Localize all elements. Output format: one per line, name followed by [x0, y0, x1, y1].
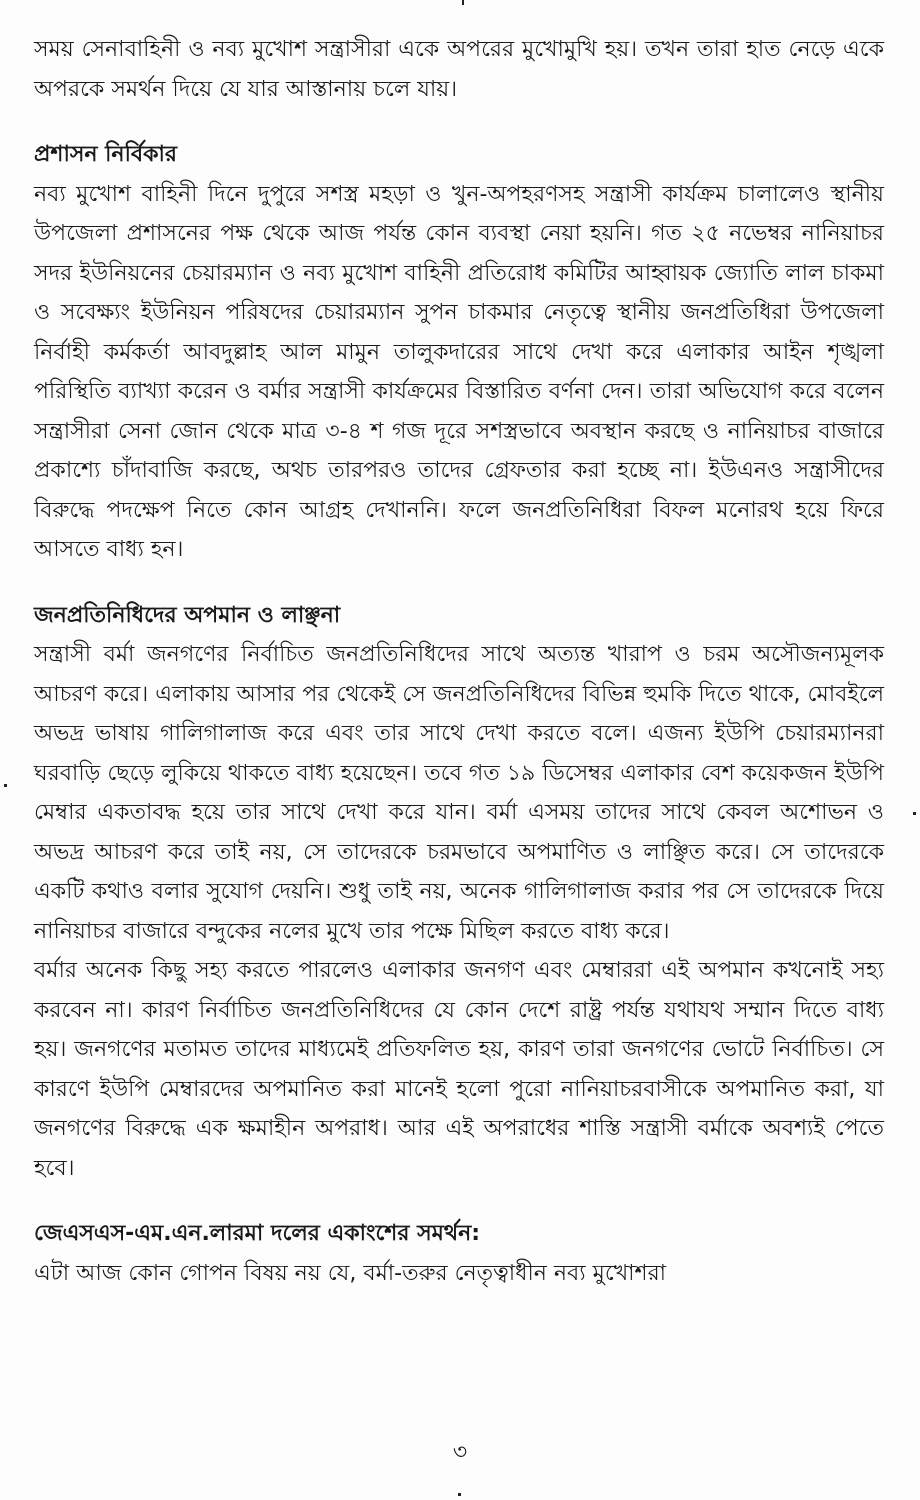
page-number: ৩	[452, 1440, 468, 1465]
paragraph-administration: নব্য মুখোশ বাহিনী দিনে দুপুরে সশস্ত্র মহড়া ও খুন-অপহরণসহ সন্ত্রাসী কার্যক্রম চালালেও স্থানীয় উপজেলা প্রশাসনের পক্ষ থেকে আজ পর্যন্ত কোন ব্যবস্থা নেয়া হয়নি। গত ২৫ নভেম্বর নানিয়াচর সদর ইউনিয়নের চেয়ারম্যান ও নব্য মুখোশ বাহিনী প্রতিরোধ কমিটির আহ্বায়ক জ্যোতি লাল চাকমা ও সবেক্ষ্যং ইউনিয়ন পরিষদের চেয়ারম্যান সুপন চাকমার নেতৃত্বে স্থানীয় জনপ্রতিধিরা উপজেলা নির্বাহী কর্মকর্তা আবদুল্লাহ আল মামুন তালুকদারের সাথে দেখা করে এলাকার আইন শৃঙ্খলা পরিস্থিতি ব্যাখ্যা করেন ও বর্মার সন্ত্রাসী কার্যক্রমের বিস্তারিত বর্ণনা দেন। তারা অভিযোগ করে বলেন সন্ত্রাসীরা সেনা জোন থেকে মাত্র ৩-৪ শ গজ দূরে সশস্ত্রভাবে অবস্থান করছে ও নানিয়াচর বাজারে প্রকাশ্যে চাঁদাবাজি করছে, অথচ তারপরও তাদের গ্রেফতার করা হচ্ছে না। ইউএনও সন্ত্রাসীদের বিরুদ্ধে পদক্ষেপ নিতে কোন আগ্রহ দেখাননি। ফলে জনপ্রতিনিধিরা বিফল মনোরথ হয়ে ফিরে আসতে বাধ্য হন।	[34, 181, 884, 562]
paragraph-representatives-continued: বর্মার অনেক কিছু সহ্য করতে পারলেও এলাকার জনগণ এবং মেম্বাররা এই অপমান কখনোই সহ্য করবেন না। কারণ নির্বাচিত জনপ্রতিনিধিদের যে কোন দেশে রাষ্ট্র পর্যন্ত যথাযথ সম্মান দিতে বাধ্য হয়। জনগণের মতামত তাদের মাধ্যমেই প্রতিফলিত হয়, কারণ তারা জনগণের ভোটে নির্বাচিত। সে কারণে ইউপি মেম্বারদের অপমানিত করা মানেই হলো পুরো নানিয়াচরবাসীকে অপমানিত করা, যা জনগণের বিরুদ্ধে এক ক্ষমাহীন অপরাধ। আর এই অপরাধের শাস্তি সন্ত্রাসী বর্মাকে অবশ্যই পেতে হবে।	[34, 958, 884, 1181]
section-heading-jss-support: জেএসএস-এম.এন.লারমা দলের একাংশের সমর্থন:	[34, 1221, 481, 1246]
paragraph-representatives: সন্ত্রাসী বর্মা জনগণের নির্বাচিত জনপ্রতিনিধিদের সাথে অত্যন্ত খারাপ ও চরম অসৌজন্যমূলক আচরণ করে। এলাকায় আসার পর থেকেই সে জনপ্রতিনিধিদের বিভিন্ন হুমকি দিতে থাকে, মোবইলে অভদ্র ভাষায় গালিগালাজ করে এবং তার সাথে দেখা করতে বলে। এজন্য ইউপি চেয়ারম্যানরা ঘরবাড়ি ছেড়ে লুকিয়ে থাকতে বাধ্য হয়েছেন। তবে গত ১৯ ডিসেম্বর এলাকার বেশ কয়েকজন ইউপি মেম্বার একতাবদ্ধ হয়ে তার সাথে দেখা করে যান। বর্মা এসময় তাদের সাথে কেবল অশোভন ও অভদ্র আচরণ করে তাই নয়, সে তাদেরকে চরমভাবে অপমাণিত ও লাঞ্ছিত করে। সে তাদেরকে একটি কথাও বলার সুযোগ দেয়নি। শুধু তাই নয়, অনেক গালিগালাজ করার পর সে তাদেরকে দিয়ে নানিয়াচর বাজারে বন্দুকের নলের মুখে তার পক্ষে মিছিল করতে বাধ্য করে।	[34, 642, 884, 944]
section-heading-representatives: জনপ্রতিনিধিদের অপমান ও লাঞ্ছনা	[34, 602, 341, 628]
scan-mark	[4, 784, 7, 787]
section-heading-administration: প্রশাসন নির্বিকার	[34, 142, 177, 167]
paragraph-intro: সময় সেনাবাহিনী ও নব্য মুখোশ সন্ত্রাসীরা একে অপরের মুখোমুখি হয়। তখন তারা হাত নেড়ে একে অপরকে সমর্থন দিয়ে যে যার আস্তানায় চলে যায়।	[34, 37, 884, 102]
document-body	[34, 30, 884, 1293]
paragraph-jss-support: এটা আজ কোন গোপন বিষয় নয় যে, বর্মা-তরুর নেতৃত্বাধীন নব্য মুখোশরা	[34, 1260, 667, 1286]
scan-mark	[462, 0, 464, 5]
scan-mark	[913, 812, 916, 815]
scan-mark	[458, 1493, 461, 1496]
